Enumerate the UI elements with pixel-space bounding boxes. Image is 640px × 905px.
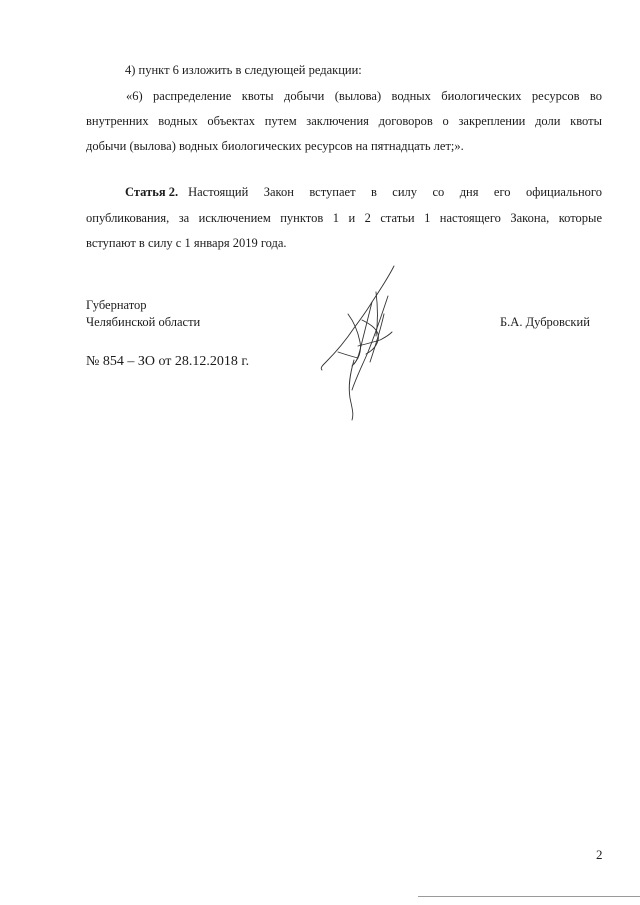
article-2-line-1-text: Настоящий Закон вступает в силу со дня его официального bbox=[188, 185, 602, 199]
amendment-quote-line-2: внутренних водных объектах путем заключения договоров о закреплении доли квоты bbox=[86, 114, 602, 128]
article-2-label: Статья 2. bbox=[125, 185, 179, 199]
amendment-item-intro: 4) пункт 6 изложить в следующей редакции: bbox=[125, 63, 362, 77]
signatory-title-line-2: Челябинской области bbox=[86, 315, 201, 329]
article-2-line-2: опубликования, за исключением пунктов 1 и 2 статьи 1 настоящего Закона, которые bbox=[86, 211, 602, 225]
handwritten-signature bbox=[318, 262, 410, 422]
signatory-title-line-1: Губернатор bbox=[86, 298, 147, 312]
page-number: 2 bbox=[596, 847, 603, 862]
signatory-name: Б.А. Дубровский bbox=[500, 315, 590, 329]
article-2-line-3: вступают в силу с 1 января 2019 года. bbox=[86, 236, 287, 250]
law-number-and-date: № 854 – ЗО от 28.12.2018 г. bbox=[86, 354, 250, 369]
bottom-divider bbox=[418, 896, 640, 897]
article-2-line-1 bbox=[125, 184, 602, 200]
amendment-quote-line-1: «6) распределение квоты добычи (вылова) водных биологических ресурсов во bbox=[126, 89, 602, 103]
amendment-quote-line-3: добычи (вылова) водных биологических ресурсов на пятнадцать лет;». bbox=[86, 139, 464, 153]
